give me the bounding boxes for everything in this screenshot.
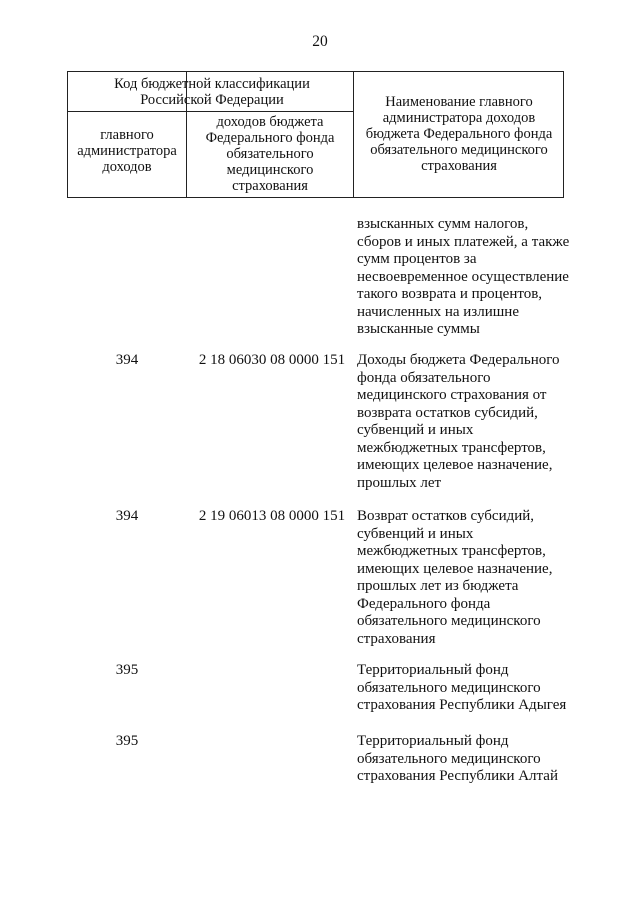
header-divider-col2 bbox=[353, 72, 354, 197]
income-name: Территориальный фонд обязательного медицинского страхования Республики Адыгея bbox=[357, 662, 567, 713]
table-header bbox=[67, 71, 564, 198]
header-group-divider bbox=[67, 111, 353, 112]
admin-code: 394 bbox=[115, 508, 139, 524]
admin-code: 395 bbox=[115, 662, 139, 678]
header-border-right bbox=[563, 72, 564, 197]
income-name: Доходы бюджета Федерального фонда обязательного медицинского страхования от возврата остатков субсидий, субвенций и иных межбюджетных трансфертов, имеющих целевое назначение, прошлых лет bbox=[357, 352, 560, 491]
admin-code: 395 bbox=[115, 733, 139, 749]
page-number: 20 bbox=[312, 33, 328, 50]
income-name: взысканных сумм налогов, сборов и иных платежей, а также сумм процентов за несвоевременное осуществление такого возврата и процентов, начисленных на излишне взысканные суммы bbox=[357, 216, 570, 337]
income-code: 2 19 06013 08 0000 151 bbox=[198, 508, 346, 524]
header-col-name: Наименование главного администратора доходов бюджета Федерального фонда обязательного медицинского страхования bbox=[365, 94, 553, 174]
header-col-income-code: доходов бюджета Федерального фонда обязательного медицинского страхования bbox=[205, 114, 335, 194]
income-name: Территориальный фонд обязательного медицинского страхования Республики Алтай bbox=[357, 733, 558, 784]
income-code: 2 18 06030 08 0000 151 bbox=[198, 352, 346, 368]
admin-code: 394 bbox=[115, 352, 139, 368]
header-group-title: Код бюджетной классификации Российской Федерации bbox=[114, 76, 310, 108]
header-border-left bbox=[67, 72, 68, 197]
header-col-admin: главного администратора доходов bbox=[77, 127, 177, 175]
income-name: Возврат остатков субсидий, субвенций и иных межбюджетных трансфертов, имеющих целевое назначение, прошлых лет из бюджета Федерального фонда обязательного медицинского страхования bbox=[357, 508, 553, 647]
